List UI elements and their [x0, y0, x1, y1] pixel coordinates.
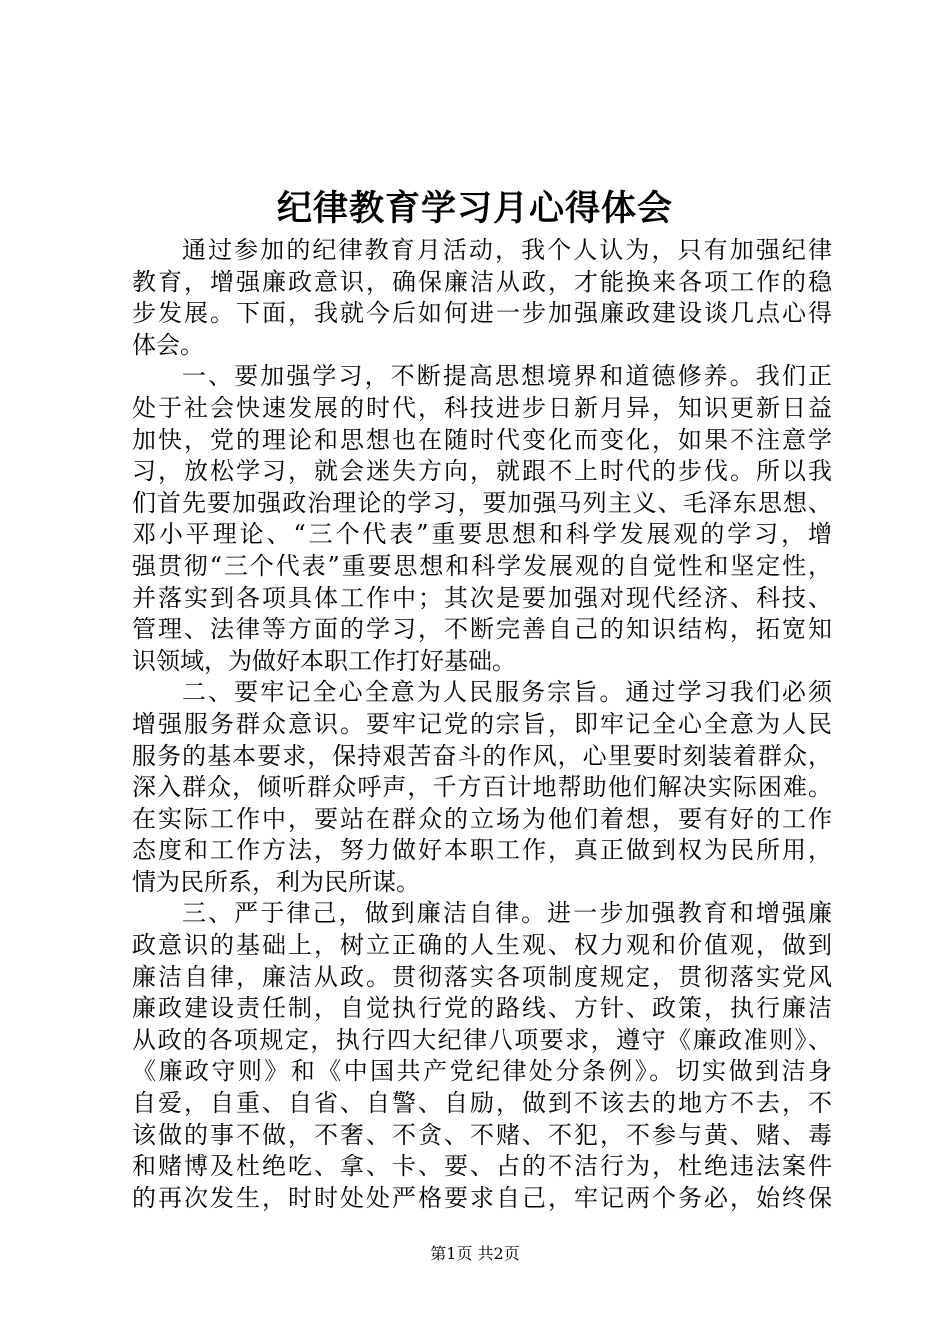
- text-line: 一、要加强学习，不断提高思想境界和道德修养。我们正: [182, 362, 832, 391]
- text-line: 体会。: [132, 330, 204, 359]
- text-line: 态度和工作方法，努力做好本职工作，真正做到权为民所用，: [132, 836, 832, 865]
- text-line: 强贯彻“三个代表”重要思想和科学发展观的自觉性和坚定性，: [132, 551, 832, 580]
- text-line: 深入群众，倾听群众呼声，千方百计地帮助他们解决实际困难。: [132, 773, 832, 802]
- text-line: 们首先要加强政治理论的学习，要加强马列主义、毛泽东思想、: [132, 488, 832, 517]
- text-line: 并落实到各项具体工作中；其次是要加强对现代经济、科技、: [132, 583, 832, 612]
- page-footer: 第1页 共2页: [430, 1244, 520, 1263]
- text-line: 习，放松学习，就会迷失方向，就跟不上时代的步伐。所以我: [132, 457, 832, 486]
- text-line: 和赌博及杜绝吃、拿、卡、要、占的不洁行为，杜绝违法案件: [132, 1152, 832, 1181]
- text-line: 服务的基本要求，保持艰苦奋斗的作风，心里要时刻装着群众，: [132, 741, 832, 770]
- text-line: 识领域，为做好本职工作打好基础。: [132, 646, 516, 675]
- text-line: 《廉政守则》和《中国共产党纪律处分条例》。切实做到洁身: [132, 1057, 832, 1086]
- text-line: 三、严于律己，做到廉洁自律。进一步加强教育和增强廉: [182, 899, 832, 928]
- text-line: 教育，增强廉政意识，确保廉洁从政，才能换来各项工作的稳: [132, 267, 832, 296]
- document-body: [132, 235, 832, 1214]
- text-line: 从政的各项规定，执行四大纪律八项要求，遵守《廉政准则》、: [132, 1025, 832, 1054]
- text-line: 廉洁自律，廉洁从政。贯彻落实各项制度规定，贯彻落实党风: [132, 962, 832, 991]
- text-line: 二、要牢记全心全意为人民服务宗旨。通过学习我们必须: [182, 678, 832, 707]
- text-line: 增强服务群众意识。要牢记党的宗旨，即牢记全心全意为人民: [132, 709, 832, 738]
- text-line: 邓小平理论、“三个代表”重要思想和科学发展观的学习，增: [132, 520, 832, 549]
- text-line: 该做的事不做，不奢、不贪、不赌、不犯，不参与黄、赌、毒: [132, 1120, 832, 1149]
- document-title: 纪律教育学习月心得体会: [276, 188, 673, 229]
- text-line: 廉政建设责任制，自觉执行党的路线、方针、政策，执行廉洁: [132, 994, 832, 1023]
- text-line: 自爱，自重、自省、自警、自励，做到不该去的地方不去，不: [132, 1089, 832, 1118]
- text-line: 管理、法律等方面的学习，不断完善自己的知识结构，拓宽知: [132, 615, 832, 644]
- text-line: 政意识的基础上，树立正确的人生观、权力观和价值观，做到: [132, 931, 832, 960]
- text-line: 在实际工作中，要站在群众的立场为他们着想，要有好的工作: [132, 804, 832, 833]
- text-line: 通过参加的纪律教育月活动，我个人认为，只有加强纪律: [182, 236, 832, 264]
- text-line: 情为民所系，利为民所谋。: [132, 867, 420, 896]
- text-line: 加快，党的理论和思想也在随时代变化而变化，如果不注意学: [132, 425, 832, 454]
- text-line: 处于社会快速发展的时代，科技进步日新月异，知识更新日益: [132, 393, 832, 422]
- text-line: 的再次发生，时时处处严格要求自己，牢记两个务必，始终保: [132, 1183, 832, 1212]
- text-line: 步发展。下面，我就今后如何进一步加强廉政建设谈几点心得: [132, 299, 832, 328]
